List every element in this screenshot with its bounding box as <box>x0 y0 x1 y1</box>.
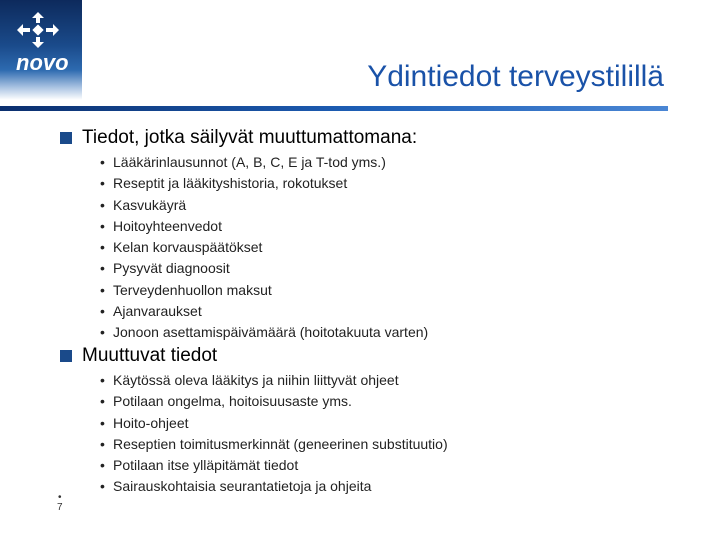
list-item: • Ajanvaraukset <box>100 301 428 322</box>
section-heading-text: Muuttuvat tiedot <box>82 345 218 366</box>
section-heading <box>60 345 217 367</box>
square-bullet-icon <box>60 350 72 362</box>
section-heading-text: Tiedot, jotka säilyvät muuttumattomana: <box>82 127 418 148</box>
section-changing <box>60 345 217 367</box>
list-item: • Potilaan ongelma, hoitoisuusaste yms. <box>100 391 448 412</box>
list-item: • Hoito-ohjeet <box>100 413 448 434</box>
title-divider <box>0 106 668 111</box>
brand-logo-text: novo <box>16 50 69 75</box>
slide-title: Ydintiedot terveystilillä <box>367 60 664 93</box>
list-item: • Potilaan itse ylläpitämät tiedot <box>100 455 448 476</box>
list-item: • Lääkärinlausunnot (A, B, C, E ja T-tod yms.) <box>100 152 428 173</box>
list-item: • Terveydenhuollon maksut <box>100 280 428 301</box>
list-item: • Reseptien toimitusmerkinnät (geneerinen substituutio) <box>100 434 448 455</box>
list-item: • Hoitoyhteenvedot <box>100 216 428 237</box>
list-item: • Jonoon asettamispäivämäärä (hoitotakuuta varten) <box>100 322 428 343</box>
permanent-items-list <box>100 152 428 344</box>
list-item: • Kelan korvauspäätökset <box>100 237 428 258</box>
logo-panel <box>0 0 82 100</box>
section-permanent <box>60 127 417 149</box>
section-heading <box>60 127 417 149</box>
footer-marker: • <box>58 492 62 503</box>
square-bullet-icon <box>60 132 72 144</box>
list-item: • Kasvukäyrä <box>100 195 428 216</box>
list-item: • Reseptit ja lääkityshistoria, rokotukset <box>100 173 428 194</box>
list-item: • Sairauskohtaisia seurantatietoja ja ohjeita <box>100 476 448 497</box>
changing-items-list <box>100 370 448 498</box>
list-item: • Pysyvät diagnoosit <box>100 258 428 279</box>
diamond-arrows-icon <box>13 10 63 50</box>
list-item: • Käytössä oleva lääkitys ja niihin liittyvät ohjeet <box>100 370 448 391</box>
slide-number: 7 <box>57 502 63 513</box>
